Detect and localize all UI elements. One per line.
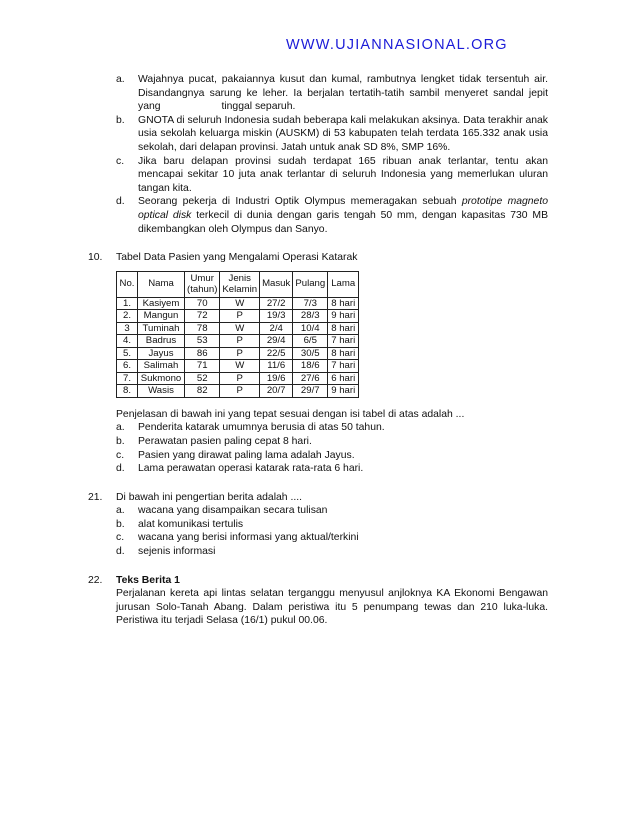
prev-option-b bbox=[0, 114, 638, 155]
cell-lama: 7 hari bbox=[328, 360, 359, 373]
cell-pulang: 7/3 bbox=[293, 297, 328, 310]
option-text: GNOTA di seluruh Indonesia sudah beberapa kali melakukan aksinya. Data terakhir anak usia sekolah keluarga miskin (AUSKM) di 53 kabupaten telah terdata 165.332 anak usia sekolah, dari delapan provinsi. Jatah untuk anak SD 8%, SMP 16%. bbox=[138, 114, 548, 153]
cell-pulang: 27/6 bbox=[293, 372, 328, 385]
question-title: Tabel Data Pasien yang Mengalami Operasi Katarak bbox=[116, 252, 358, 264]
cell-masuk: 19/3 bbox=[260, 310, 293, 323]
option-text: wacana yang disampaikan secara tulisan bbox=[138, 505, 328, 517]
cell-nama: Kasiyem bbox=[138, 297, 185, 310]
question-prompt: Di bawah ini pengertian berita adalah .... bbox=[116, 491, 302, 503]
cell-umur: 82 bbox=[185, 385, 220, 398]
cell-no: 6. bbox=[117, 360, 138, 373]
col-pulang: Pulang bbox=[293, 271, 328, 297]
q10-option-d[interactable] bbox=[0, 462, 638, 476]
cell-masuk: 20/7 bbox=[260, 385, 293, 398]
prev-option-d bbox=[0, 195, 638, 236]
cell-nama: Jayus bbox=[138, 347, 185, 360]
option-text: alat komunikasi tertulis bbox=[138, 518, 244, 530]
cell-masuk: 22/5 bbox=[260, 347, 293, 360]
question-number: 21. bbox=[88, 491, 103, 503]
q10-option-a[interactable] bbox=[0, 421, 638, 435]
patient-table bbox=[116, 271, 359, 398]
option-letter: a. bbox=[116, 505, 125, 517]
table-row bbox=[117, 297, 359, 310]
cell-no: 2. bbox=[117, 310, 138, 323]
cell-jk: W bbox=[220, 297, 260, 310]
option-text: Pasien yang dirawat paling lama adalah Jayus. bbox=[138, 449, 355, 461]
col-nama: Nama bbox=[138, 271, 185, 297]
cell-nama: Mangun bbox=[138, 310, 185, 323]
cell-no: 8. bbox=[117, 385, 138, 398]
q10-option-b[interactable] bbox=[0, 435, 638, 449]
table-row bbox=[117, 335, 359, 348]
cell-umur: 78 bbox=[185, 322, 220, 335]
cell-pulang: 30/5 bbox=[293, 347, 328, 360]
table-row bbox=[117, 310, 359, 323]
cell-no: 1. bbox=[117, 297, 138, 310]
prev-option-a bbox=[0, 73, 638, 114]
option-text: Penderita katarak umumnya berusia di atas 50 tahun. bbox=[138, 422, 385, 434]
question-22-body bbox=[0, 587, 638, 628]
cell-masuk: 29/4 bbox=[260, 335, 293, 348]
q10-option-c[interactable] bbox=[0, 449, 638, 463]
cell-masuk: 2/4 bbox=[260, 322, 293, 335]
cell-umur: 72 bbox=[185, 310, 220, 323]
cell-lama: 8 hari bbox=[328, 347, 359, 360]
option-letter: d. bbox=[116, 463, 125, 475]
option-text: wacana yang berisi informasi yang aktual/terkini bbox=[138, 532, 359, 544]
option-text-tail: tinggal separuh. bbox=[221, 101, 296, 113]
table-row bbox=[117, 385, 359, 398]
cell-lama: 7 hari bbox=[328, 335, 359, 348]
question-heading: Teks Berita 1 bbox=[116, 574, 180, 586]
cell-jk: P bbox=[220, 385, 260, 398]
cell-lama: 6 hari bbox=[328, 372, 359, 385]
cell-umur: 53 bbox=[185, 335, 220, 348]
cell-pulang: 28/3 bbox=[293, 310, 328, 323]
q21-option-a[interactable] bbox=[0, 504, 638, 518]
cell-jk: W bbox=[220, 360, 260, 373]
option-text: terkecil di dunia dengan garis tengah 50 mm, dengan kapasitas 730 MB dikembangkan oleh Olympus dan Sanyo. bbox=[138, 209, 548, 235]
col-lama: Lama bbox=[328, 271, 359, 297]
cell-nama: Sukmono bbox=[138, 372, 185, 385]
cell-umur: 86 bbox=[185, 347, 220, 360]
option-text: Wajahnya pucat, pakaiannya kusut dan kumal, rambutnya lengket tidak tersentuh air. Disandangnya sarung ke leher. Ia berjalan tertatih-tatih sambil menyeret sandal jepit yang bbox=[138, 74, 548, 113]
cell-umur: 70 bbox=[185, 297, 220, 310]
cell-umur: 71 bbox=[185, 360, 220, 373]
cell-nama: Tuminah bbox=[138, 322, 185, 335]
cell-lama: 8 hari bbox=[328, 322, 359, 335]
question-number: 22. bbox=[88, 574, 103, 586]
question-10 bbox=[0, 251, 638, 265]
cell-pulang: 18/6 bbox=[293, 360, 328, 373]
option-letter: d. bbox=[116, 546, 125, 558]
cell-no: 5. bbox=[117, 347, 138, 360]
cell-pulang: 6/5 bbox=[293, 335, 328, 348]
question-22 bbox=[0, 574, 638, 588]
cell-no: 4. bbox=[117, 335, 138, 348]
option-text: Lama perawatan operasi katarak rata-rata 6 hari. bbox=[138, 463, 364, 475]
cell-pulang: 10/4 bbox=[293, 322, 328, 335]
cell-jk: P bbox=[220, 335, 260, 348]
cell-jk: W bbox=[220, 322, 260, 335]
cell-masuk: 19/6 bbox=[260, 372, 293, 385]
col-masuk: Masuk bbox=[260, 271, 293, 297]
table-row bbox=[117, 347, 359, 360]
table-header-row bbox=[117, 271, 359, 297]
news-text: Perjalanan kereta api lintas selatan terganggu menyusul anjloknya KA Ekonomi Bengawan jurusan Solo-Tanah Abang. Dalam peristiwa itu 5 penumpang tewas dan 210 luka-luka. Peristiwa itu terjadi Selasa (16/1) pukul 00.06. bbox=[116, 588, 548, 627]
option-text: Seorang pekerja di Industri Optik Olympus memeragakan sebuah bbox=[138, 196, 462, 208]
cell-jk: P bbox=[220, 372, 260, 385]
col-no: No. bbox=[117, 271, 138, 297]
option-letter: c. bbox=[116, 532, 125, 544]
question-prompt: Penjelasan di bawah ini yang tepat sesuai dengan isi tabel di atas adalah ... bbox=[116, 408, 465, 420]
option-text: Perawatan pasien paling cepat 8 hari. bbox=[138, 435, 312, 447]
cell-nama: Salimah bbox=[138, 360, 185, 373]
col-umur: Umur (tahun) bbox=[185, 271, 220, 297]
question-number: 10. bbox=[88, 252, 103, 264]
table-row bbox=[117, 322, 359, 335]
site-url: WWW.UJIANNASIONAL.ORG bbox=[286, 37, 508, 53]
q21-option-d[interactable] bbox=[0, 545, 638, 559]
cell-jk: P bbox=[220, 310, 260, 323]
cell-lama: 9 hari bbox=[328, 385, 359, 398]
option-letter: a. bbox=[116, 422, 125, 434]
cell-masuk: 27/2 bbox=[260, 297, 293, 310]
table-row bbox=[117, 360, 359, 373]
option-letter: c. bbox=[116, 155, 125, 167]
cell-jk: P bbox=[220, 347, 260, 360]
cell-pulang: 29/7 bbox=[293, 385, 328, 398]
question-10-prompt bbox=[0, 408, 638, 422]
question-21 bbox=[0, 491, 638, 505]
option-letter: b. bbox=[116, 435, 125, 447]
table-row bbox=[117, 372, 359, 385]
option-text-italic: prototipe magneto optical disk bbox=[138, 196, 549, 221]
option-letter: d. bbox=[116, 196, 125, 208]
option-text: Jika baru delapan provinsi sudah terdapat 165 ribuan anak terlantar, tentu akan mencapai sekitar 10 juta anak terlantar di seluruh Indonesia yang memerlukan uluran tangan kita. bbox=[138, 155, 548, 194]
q21-option-b[interactable] bbox=[0, 518, 638, 532]
cell-nama: Badrus bbox=[138, 335, 185, 348]
option-letter: c. bbox=[116, 449, 125, 461]
exam-content bbox=[0, 73, 638, 628]
option-text: sejenis informasi bbox=[138, 546, 216, 558]
option-letter: b. bbox=[116, 114, 125, 126]
cell-lama: 8 hari bbox=[328, 297, 359, 310]
prev-option-c bbox=[0, 155, 638, 196]
cell-no: 7. bbox=[117, 372, 138, 385]
cell-no: 3 bbox=[117, 322, 138, 335]
col-jenis: Jenis Kelamin bbox=[220, 271, 260, 297]
option-letter: a. bbox=[116, 74, 125, 85]
cell-umur: 52 bbox=[185, 372, 220, 385]
cell-lama: 9 hari bbox=[328, 310, 359, 323]
option-letter: b. bbox=[116, 518, 125, 530]
cell-masuk: 11/6 bbox=[260, 360, 293, 373]
q21-option-c[interactable] bbox=[0, 531, 638, 545]
cell-nama: Wasis bbox=[138, 385, 185, 398]
